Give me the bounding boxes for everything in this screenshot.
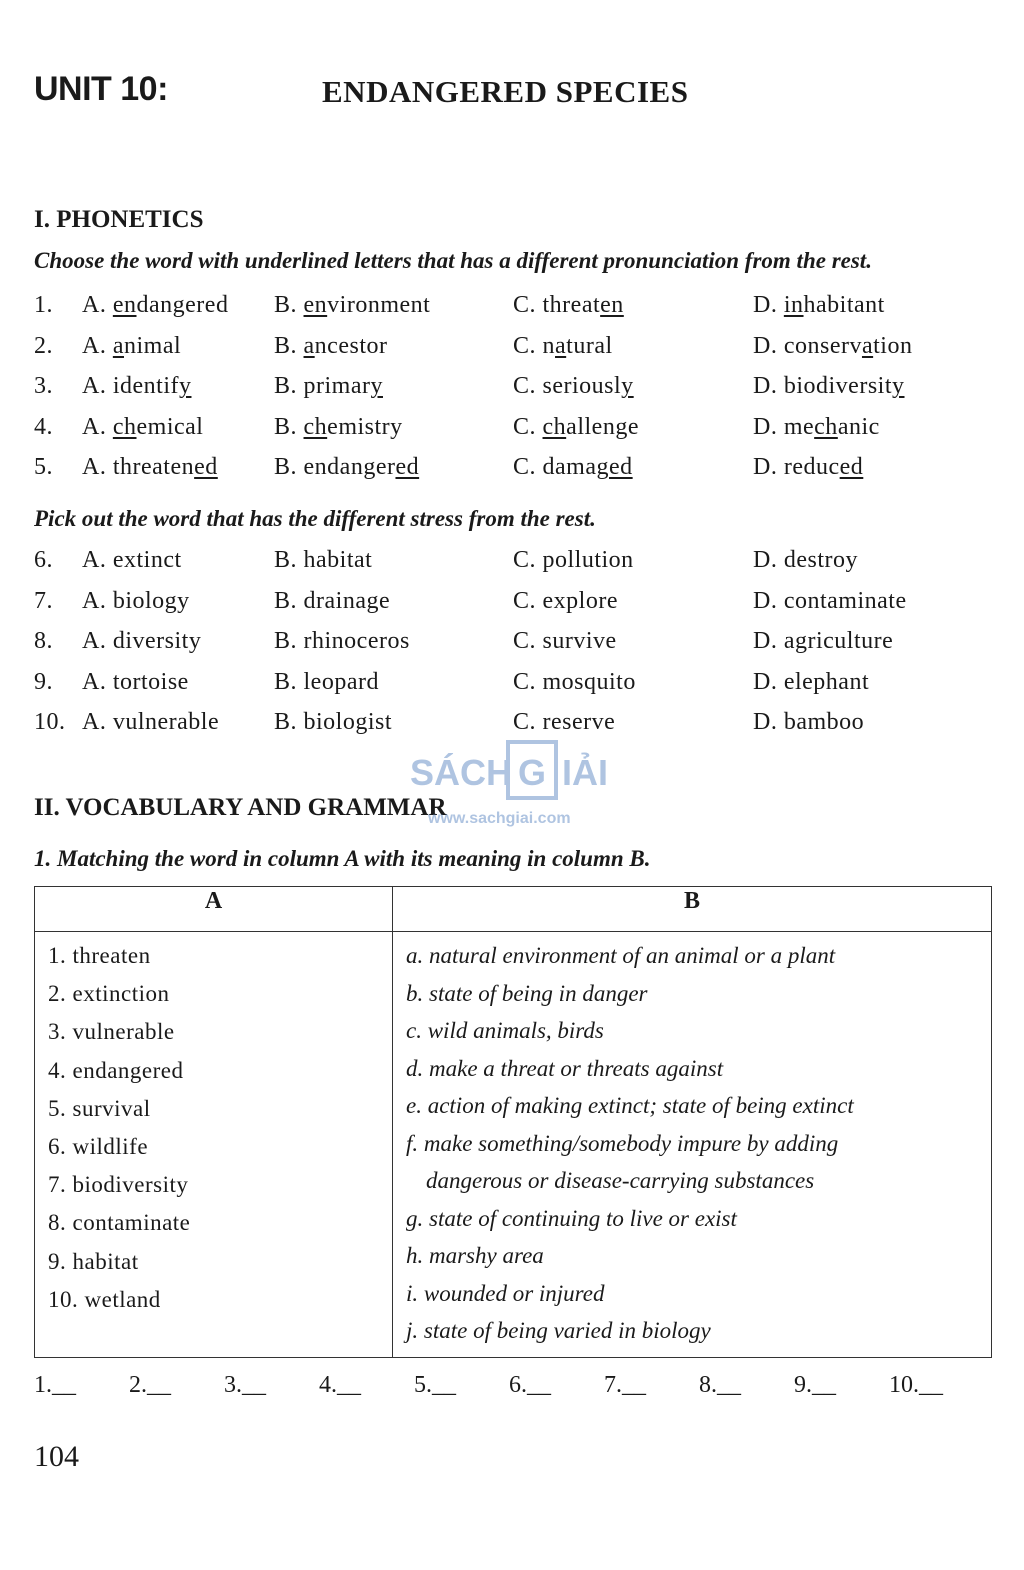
answer-blank[interactable]: 6.__ [509, 1372, 551, 1398]
option-a: A. tortoise [82, 668, 189, 695]
underlined-letters: en [303, 292, 328, 318]
column-b-cell [393, 932, 992, 1358]
option-a: A. diversity [82, 628, 202, 655]
watermark-box-icon [506, 740, 558, 800]
option-text: B. [274, 292, 304, 318]
answer-blank[interactable]: 10.__ [889, 1372, 943, 1398]
vocab-word: 1. threaten [48, 943, 151, 968]
option-c [513, 414, 639, 441]
page-number: 104 [34, 1440, 79, 1473]
option-c [513, 292, 624, 319]
underlined-letters: ed [194, 454, 218, 481]
option-a [82, 414, 203, 441]
option-text: B. endanger [274, 454, 396, 481]
option-b [274, 373, 383, 400]
option-text: dangered [136, 292, 229, 318]
option-text: D. reduc [753, 454, 840, 481]
question-number: 8. [34, 628, 53, 655]
option-a: A. biology [82, 587, 190, 614]
vocab-word: 10. wetland [48, 1286, 161, 1312]
option-text: vironment [327, 292, 431, 318]
option-text: A. [82, 332, 113, 359]
column-a-list [36, 933, 391, 1325]
underlined-letters: y [892, 373, 905, 400]
option-d: D. destroy [753, 547, 858, 573]
option-text: allenge [566, 413, 639, 440]
meaning-item: e. action of making extinct; state of being extinct [406, 1093, 854, 1118]
unit-title: ENDANGERED SPECIES [322, 74, 689, 109]
option-c: C. survive [513, 628, 617, 655]
option-text: anic [837, 413, 880, 440]
question-row [34, 628, 994, 662]
question-number: 9. [34, 668, 53, 695]
vocab-word: 3. vulnerable [48, 1019, 175, 1045]
question-number: 4. [34, 413, 53, 440]
option-text: D. conserv [753, 332, 862, 359]
answer-blank[interactable]: 8.__ [699, 1372, 741, 1398]
question-number: 2. [34, 332, 53, 359]
vocab-word: 6. wildlife [48, 1133, 149, 1159]
underlined-letters: a [112, 332, 124, 359]
option-d [753, 414, 880, 441]
column-b-list [394, 933, 990, 1356]
option-c: C. pollution [513, 547, 634, 573]
option-a [82, 292, 228, 319]
option-d [753, 292, 885, 319]
option-b: B. drainage [274, 587, 391, 614]
option-a: A. extinct [82, 547, 182, 573]
question-row [34, 414, 994, 448]
option-text: B. [274, 413, 304, 440]
option-text: A. threaten [82, 454, 195, 481]
option-d [753, 333, 912, 360]
option-c: C. explore [513, 587, 618, 614]
answer-blank[interactable]: 1.__ [34, 1372, 76, 1398]
vocabulary-heading: II. VOCABULARY AND GRAMMAR [34, 794, 447, 821]
option-a: A. vulnerable [82, 709, 220, 736]
option-text: B. primar [274, 373, 371, 400]
option-c: C. mosquito [513, 668, 636, 695]
answer-blank[interactable]: 4.__ [319, 1372, 361, 1398]
vocab-word: 9. habitat [48, 1248, 139, 1274]
matching-table [34, 886, 992, 1358]
meaning-item: h. marshy area [406, 1243, 544, 1268]
answer-blank[interactable]: 5.__ [414, 1372, 456, 1398]
option-text: A. [82, 292, 113, 318]
underlined-letters: a [555, 332, 567, 359]
column-a-header: A [35, 887, 393, 932]
question-row [34, 292, 994, 326]
question-row [34, 373, 994, 407]
option-text: D. me [753, 413, 815, 440]
underlined-letters: ch [112, 413, 137, 440]
option-text: D. biodiversit [753, 373, 892, 400]
meaning-item-continued: dangerous or disease-carrying substances [426, 1168, 815, 1193]
option-b: B. habitat [274, 547, 373, 573]
option-text: C. seriousl [513, 373, 622, 400]
question-number: 1. [34, 292, 53, 318]
watermark-text-right: IẢI [562, 752, 609, 793]
question-row [34, 333, 994, 367]
option-a [82, 373, 191, 400]
watermark-text-left: SÁCH [410, 752, 513, 793]
option-b: B. leopard [274, 668, 379, 695]
phonetics-instruction-2: Pick out the word that has the different stress from the rest. [34, 506, 596, 531]
underlined-letters: a [861, 332, 874, 359]
option-c [513, 373, 634, 400]
phonetics-instruction-1: Choose the word with underlined letters that has a different pronunciation from the rest. [34, 248, 872, 273]
question-number: 3. [34, 373, 53, 400]
option-a [82, 333, 181, 360]
vocab-word: 5. survival [48, 1095, 151, 1121]
meaning-item: g. state of continuing to live or exist [406, 1205, 737, 1231]
meaning-item: a. natural environment of an animal or a plant [406, 943, 836, 968]
option-text: D. [753, 292, 784, 318]
question-row [34, 709, 994, 743]
watermark-url: www.sachgiai.com [428, 810, 571, 827]
option-text: ncestor [314, 332, 388, 359]
vocab-word: 2. extinction [48, 981, 170, 1007]
watermark-box-letter: G [518, 752, 547, 793]
matching-instruction: 1. Matching the word in column A with its meaning in column B. [34, 846, 651, 871]
option-text: C. damag [513, 454, 609, 481]
underlined-letters: y [370, 373, 383, 400]
option-text: C. [513, 413, 543, 440]
question-number: 10. [34, 709, 66, 736]
underlined-letters: in [783, 292, 804, 318]
option-text: tion [873, 332, 913, 359]
meaning-item: b. state of being in danger [406, 980, 648, 1006]
answer-blank[interactable]: 3.__ [224, 1372, 266, 1398]
option-a [82, 454, 218, 481]
underlined-letters: a [303, 332, 315, 359]
option-c [513, 454, 633, 481]
question-number: 6. [34, 547, 53, 573]
option-text: C. threat [513, 292, 601, 318]
option-d: D. bamboo [753, 709, 865, 736]
underlined-letters: ed [395, 454, 420, 481]
option-b: B. biologist [274, 709, 393, 736]
option-text: C. n [513, 332, 556, 359]
meaning-item: i. wounded or injured [406, 1280, 605, 1306]
column-a-cell [35, 932, 393, 1358]
answer-blank[interactable]: 2.__ [129, 1372, 171, 1398]
question-row [34, 588, 994, 622]
column-b-header: B [393, 887, 992, 932]
underlined-letters: ed [608, 454, 633, 481]
question-number: 7. [34, 587, 53, 614]
underlined-letters: ch [542, 413, 567, 440]
vocab-word: 8. contaminate [48, 1210, 191, 1236]
option-d: D. agriculture [753, 628, 894, 655]
underlined-letters: ed [839, 454, 864, 481]
vocab-word: 4. endangered [48, 1057, 184, 1083]
answer-blanks [34, 1372, 994, 1406]
option-b [274, 414, 403, 441]
option-text: tural [566, 332, 613, 359]
answer-blank[interactable]: 9.__ [794, 1372, 836, 1398]
underlined-letters: en [600, 292, 624, 318]
option-text: emical [136, 413, 204, 440]
meaning-item: j. state of being varied in biology [406, 1318, 711, 1343]
underlined-letters: y [178, 373, 192, 400]
option-d [753, 454, 863, 481]
option-b [274, 454, 419, 481]
answer-blank[interactable]: 7.__ [604, 1372, 646, 1398]
vocab-word: 7. biodiversity [48, 1172, 189, 1198]
option-text: nimal [124, 332, 182, 359]
underlined-letters: en [112, 292, 137, 318]
option-d: D. contaminate [753, 587, 907, 614]
meaning-item: f. make something/somebody impure by adding [406, 1130, 839, 1156]
option-c [513, 333, 613, 360]
question-row [34, 669, 994, 703]
option-d [753, 373, 905, 400]
question-row [34, 547, 994, 581]
underlined-letters: ch [814, 413, 838, 440]
option-b [274, 333, 387, 360]
option-b [274, 292, 430, 319]
meaning-item: d. make a threat or threats against [406, 1055, 724, 1081]
option-text: emistry [327, 413, 403, 440]
underlined-letters: y [621, 373, 634, 400]
unit-label: UNIT 10: [34, 70, 168, 108]
option-text: habitant [803, 292, 885, 318]
option-text: A. identif [82, 373, 179, 400]
meaning-item: c. wild animals, birds [406, 1018, 604, 1043]
option-text: B. [274, 332, 304, 359]
option-c: C. reserve [513, 709, 616, 736]
underlined-letters: ch [303, 413, 328, 440]
option-b: B. rhinoceros [274, 628, 410, 655]
option-text: A. [82, 413, 113, 440]
question-number: 5. [34, 454, 53, 481]
option-d: D. elephant [753, 668, 870, 695]
question-row [34, 454, 994, 488]
phonetics-heading: I. PHONETICS [34, 206, 204, 233]
